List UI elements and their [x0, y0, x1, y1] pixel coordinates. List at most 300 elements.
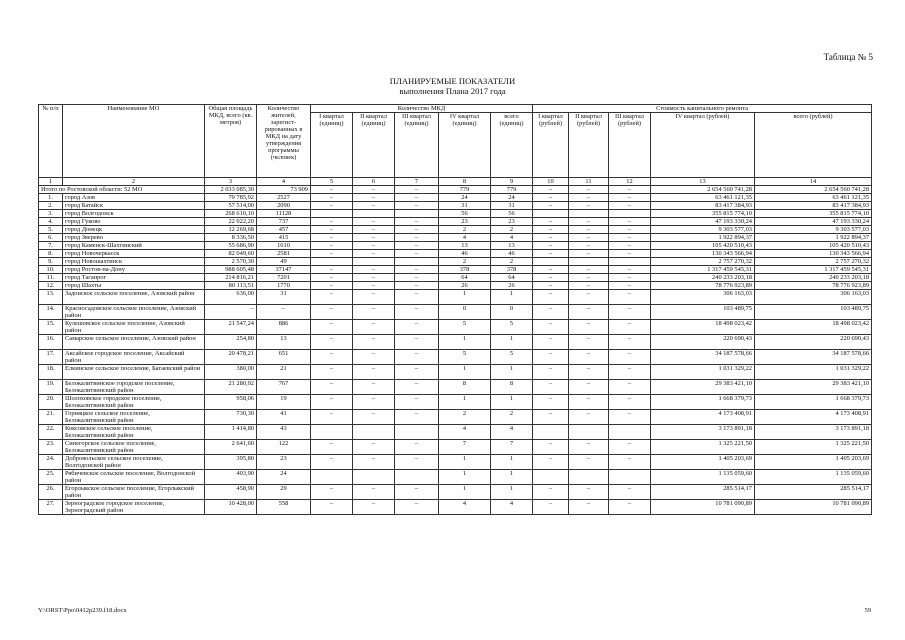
- q1-units-cell: –: [311, 305, 353, 320]
- mo-name: город Гуково: [63, 218, 205, 226]
- total-rub-cell: 1 922 894,37: [755, 234, 872, 242]
- mo-name: Елкинское сельское поселение, Багаевский район: [63, 365, 205, 380]
- q4-units-cell: 4: [439, 500, 491, 515]
- q3-rub-cell: –: [609, 365, 651, 380]
- area-cell: 21 547,24: [205, 320, 257, 335]
- q4-rub-cell: 1 405 203,69: [651, 455, 755, 470]
- q3-rub-cell: [609, 425, 651, 440]
- q2-rub-cell: –: [569, 350, 609, 365]
- q1-rub-cell: [533, 258, 569, 266]
- q1-rub-cell: –: [533, 250, 569, 258]
- q2-units-cell: –: [353, 455, 395, 470]
- row-number: 1.: [39, 194, 63, 202]
- q4-units-cell: 4: [439, 234, 491, 242]
- total-rub-cell: 285 514,17: [755, 485, 872, 500]
- row-number: 2.: [39, 202, 63, 210]
- column-number-cell: 12: [609, 178, 651, 186]
- q2-units-cell: –: [353, 440, 395, 455]
- column-number-row: [39, 178, 872, 186]
- q3-units-cell: –: [395, 194, 439, 202]
- q1-rub-cell: –: [533, 395, 569, 410]
- total-units-cell: 7: [491, 440, 533, 455]
- q4-units-cell: 5: [439, 320, 491, 335]
- indicators-table: [38, 104, 872, 515]
- q3-units-cell: –: [395, 234, 439, 242]
- q2-rub-cell: –: [569, 242, 609, 250]
- q4-units-cell: 1: [439, 485, 491, 500]
- q2-units-cell: –: [353, 250, 395, 258]
- residents-cell: 41: [257, 410, 311, 425]
- total-rub-cell: 2 757 270,32: [755, 258, 872, 266]
- q1-units-cell: –: [311, 350, 353, 365]
- residents-cell: 886: [257, 320, 311, 335]
- q3-units-cell: –: [395, 305, 439, 320]
- q2-rub-cell: –: [569, 440, 609, 455]
- q4-units-cell: 13: [439, 242, 491, 250]
- q4-rub-cell: 34 187 578,66: [651, 350, 755, 365]
- mo-name: Красносадовское сельское поселение, Азовский район: [63, 305, 205, 320]
- q2-units-cell: –: [353, 500, 395, 515]
- total-units-cell: 1: [491, 395, 533, 410]
- q4-rub-cell: 47 193 330,24: [651, 218, 755, 226]
- q4-units-cell: 7: [439, 440, 491, 455]
- table-row: [39, 380, 872, 395]
- row-number: 21.: [39, 410, 63, 425]
- q1-units-cell: –: [311, 335, 353, 350]
- q1-rub-cell: [533, 425, 569, 440]
- total-units-cell: 23: [491, 218, 533, 226]
- total-rub-cell: 4 173 408,91: [755, 410, 872, 425]
- q2-units-cell: –: [353, 305, 395, 320]
- q1-units-cell: –: [311, 202, 353, 210]
- row-number: 8.: [39, 250, 63, 258]
- mo-name: Горняцкое сельское поселение, Белокалитвинский район: [63, 410, 205, 425]
- residents-cell: 11128: [257, 210, 311, 218]
- residents-cell: 415: [257, 234, 311, 242]
- q1-units-cell: –: [311, 380, 353, 395]
- table-row: [39, 365, 872, 380]
- row-number: 10.: [39, 266, 63, 274]
- residents-cell: 737: [257, 218, 311, 226]
- q2-rub-cell: –: [569, 305, 609, 320]
- q1-rub-cell: –: [533, 335, 569, 350]
- q3-units-cell: –: [395, 274, 439, 282]
- row-number: 26.: [39, 485, 63, 500]
- q4-rub-cell: 4 173 408,91: [651, 410, 755, 425]
- q4-rub-cell: 306 163,03: [651, 290, 755, 305]
- q2-rub-cell: –: [569, 218, 609, 226]
- q2-units-cell: [353, 470, 395, 485]
- mo-name: Белокалитвинское городское поселение, Белокалитвинский район: [63, 380, 205, 395]
- total-units-cell: 378: [491, 266, 533, 274]
- q3-units-cell: –: [395, 455, 439, 470]
- q1-rub-cell: –: [533, 242, 569, 250]
- column-number-cell: 14: [755, 178, 872, 186]
- table-row: [39, 250, 872, 258]
- header-residents: Количество жителей, зарегист-рированных в МКД на дату утверждения программы (человек): [257, 105, 311, 178]
- area-cell: 10 428,00: [205, 500, 257, 515]
- column-number-cell: 10: [533, 178, 569, 186]
- q2-rub-cell: –: [569, 320, 609, 335]
- area-cell: 254,80: [205, 335, 257, 350]
- q1-units-cell: –: [311, 250, 353, 258]
- q3-rub-cell: –: [609, 202, 651, 210]
- header-q2-rub: II квартал (рублей): [569, 113, 609, 178]
- total-units-cell: 2: [491, 410, 533, 425]
- area-cell: 214 816,21: [205, 274, 257, 282]
- q4-rub-cell: 9 303 577,03: [651, 226, 755, 234]
- table-row: [39, 395, 872, 410]
- q1-units-cell: –: [311, 218, 353, 226]
- q3-units-cell: –: [395, 282, 439, 290]
- table-number: Таблица № 5: [823, 52, 873, 62]
- q2-rub-cell: –: [569, 380, 609, 395]
- total-units-cell: 1: [491, 470, 533, 485]
- table-row: [39, 226, 872, 234]
- total-rub: 2 654 560 741,28: [755, 186, 872, 194]
- total-residents: 73 909: [257, 186, 311, 194]
- q4-units-cell: 26: [439, 282, 491, 290]
- row-number: 16.: [39, 335, 63, 350]
- table-body: [39, 178, 872, 515]
- residents-cell: 7201: [257, 274, 311, 282]
- area-cell: 988 605,48: [205, 266, 257, 274]
- q1-rub-cell: [533, 210, 569, 218]
- column-number-cell: 8: [439, 178, 491, 186]
- total-units: 779: [491, 186, 533, 194]
- total-row: [39, 186, 872, 194]
- total-rub-cell: 130 343 566,94: [755, 250, 872, 258]
- q3-units-cell: –: [395, 226, 439, 234]
- q2-rub-cell: –: [569, 282, 609, 290]
- total-q1: –: [311, 186, 353, 194]
- q3-rub-cell: –: [609, 455, 651, 470]
- q2-rub-cell: –: [569, 226, 609, 234]
- area-cell: 458,90: [205, 485, 257, 500]
- total-units-cell: 1: [491, 290, 533, 305]
- q1-units-cell: –: [311, 395, 353, 410]
- q1-units-cell: –: [311, 455, 353, 470]
- row-number: 15.: [39, 320, 63, 335]
- total-rub-cell: 1 031 329,22: [755, 365, 872, 380]
- area-cell: 636,00: [205, 290, 257, 305]
- area-cell: 730,30: [205, 410, 257, 425]
- total-units-cell: 5: [491, 320, 533, 335]
- q1-units-cell: –: [311, 500, 353, 515]
- q1-units-cell: –: [311, 320, 353, 335]
- table-row: [39, 242, 872, 250]
- row-number: 9.: [39, 258, 63, 266]
- total-units-cell: 8: [491, 380, 533, 395]
- row-number: 13.: [39, 290, 63, 305]
- residents-cell: 2581: [257, 250, 311, 258]
- q1-rub-cell: –: [533, 226, 569, 234]
- q1-units-cell: [311, 210, 353, 218]
- total-area: 2 033 085,30: [205, 186, 257, 194]
- residents-cell: 24: [257, 470, 311, 485]
- q2-units-cell: –: [353, 266, 395, 274]
- table-row: [39, 274, 872, 282]
- q1-rub-cell: –: [533, 194, 569, 202]
- area-cell: 12 269,68: [205, 226, 257, 234]
- area-cell: 82 049,60: [205, 250, 257, 258]
- table-row: [39, 500, 872, 515]
- total-rub-cell: 306 163,03: [755, 290, 872, 305]
- q2-units-cell: –: [353, 218, 395, 226]
- q3-units-cell: –: [395, 440, 439, 455]
- total-units-cell: 4: [491, 425, 533, 440]
- residents-cell: 2090: [257, 202, 311, 210]
- total-rub-cell: 78 776 923,89: [755, 282, 872, 290]
- area-cell: 2 641,60: [205, 440, 257, 455]
- total-rub-cell: 105 420 510,43: [755, 242, 872, 250]
- q1-rub-cell: –: [533, 365, 569, 380]
- mo-name: Шолоховское городское поселение, Белокалитвинский район: [63, 395, 205, 410]
- q4-rub-cell: 1 922 894,37: [651, 234, 755, 242]
- header-num: № п/п: [39, 105, 63, 178]
- row-number: 11.: [39, 274, 63, 282]
- mo-name: Рябичевское сельское поселение, Волгодонской район: [63, 470, 205, 485]
- q1-units-cell: –: [311, 242, 353, 250]
- mo-name: Егорлыкское сельское поселение, Егорлыкский район: [63, 485, 205, 500]
- q4-rub-cell: 78 776 923,89: [651, 282, 755, 290]
- q1-rub-cell: –: [533, 218, 569, 226]
- q4-rub-cell: 3 173 891,18: [651, 425, 755, 440]
- header-total-rub: всего (рублей): [755, 113, 872, 178]
- q1-rub-cell: –: [533, 202, 569, 210]
- row-number: 25.: [39, 470, 63, 485]
- total-q3: –: [395, 186, 439, 194]
- column-number-cell: 13: [651, 178, 755, 186]
- q2-units-cell: –: [353, 234, 395, 242]
- row-number: 20.: [39, 395, 63, 410]
- row-number: 6.: [39, 234, 63, 242]
- q1-rub-cell: –: [533, 380, 569, 395]
- q2-units-cell: –: [353, 194, 395, 202]
- q2-rub-cell: –: [569, 500, 609, 515]
- column-number-cell: 3: [205, 178, 257, 186]
- q2-rub-cell: –: [569, 234, 609, 242]
- table-row: [39, 410, 872, 425]
- header-mkd-group: Количество МКД: [311, 105, 533, 113]
- q2-units-cell: –: [353, 226, 395, 234]
- q1-rub-cell: –: [533, 320, 569, 335]
- total-rub-cell: 47 193 330,24: [755, 218, 872, 226]
- mo-name: город Таганрог: [63, 274, 205, 282]
- q3-rub-cell: –: [609, 282, 651, 290]
- mo-name: город Зверево: [63, 234, 205, 242]
- q4-units-cell: 1: [439, 335, 491, 350]
- q4-units-cell: 23: [439, 218, 491, 226]
- mo-name: город Шахты: [63, 282, 205, 290]
- total-rub-cell: 1 405 203,69: [755, 455, 872, 470]
- q3-rub-cell: –: [609, 335, 651, 350]
- q4-rub-cell: 83 417 384,93: [651, 202, 755, 210]
- doc-subtitle: выполнения Плана 2017 года: [399, 86, 506, 96]
- q2-rub-cell: –: [569, 365, 609, 380]
- q4-rub-cell: 220 690,43: [651, 335, 755, 350]
- q3-units-cell: –: [395, 320, 439, 335]
- q3-units-cell: –: [395, 335, 439, 350]
- q3-rub-cell: –: [609, 485, 651, 500]
- mo-name: Синегорское сельское поселение, Белокалитвинский район: [63, 440, 205, 455]
- table-row: [39, 234, 872, 242]
- row-number: 24.: [39, 455, 63, 470]
- total-units-cell: 46: [491, 250, 533, 258]
- total-q4-rub: 2 654 560 741,28: [651, 186, 755, 194]
- area-cell: 268 610,10: [205, 210, 257, 218]
- q1-units-cell: [311, 470, 353, 485]
- q1-units-cell: –: [311, 266, 353, 274]
- table-row: [39, 335, 872, 350]
- residents-cell: 558: [257, 500, 311, 515]
- q3-units-cell: –: [395, 250, 439, 258]
- residents-cell: 1610: [257, 242, 311, 250]
- q1-units-cell: –: [311, 365, 353, 380]
- q3-rub-cell: –: [609, 350, 651, 365]
- header-q4-units: IV квартал (единиц): [439, 113, 491, 178]
- q2-units-cell: [353, 258, 395, 266]
- q3-units-cell: –: [395, 350, 439, 365]
- q2-rub-cell: –: [569, 194, 609, 202]
- q4-rub-cell: 18 498 023,42: [651, 320, 755, 335]
- table-row: [39, 218, 872, 226]
- residents-cell: 651: [257, 350, 311, 365]
- column-number-cell: 5: [311, 178, 353, 186]
- doc-title: ПЛАНИРУЕМЫЕ ПОКАЗАТЕЛИ: [389, 76, 516, 86]
- table-row: [39, 194, 872, 202]
- q3-units-cell: –: [395, 485, 439, 500]
- total-units-cell: 1: [491, 455, 533, 470]
- residents-cell: 21: [257, 365, 311, 380]
- residents-cell: 23: [257, 455, 311, 470]
- q4-units-cell: 4: [439, 425, 491, 440]
- q4-rub-cell: 130 343 566,94: [651, 250, 755, 258]
- row-number: 17.: [39, 350, 63, 365]
- header-q4-rub: IV квартал (рублей): [651, 113, 755, 178]
- residents-cell: 31: [257, 290, 311, 305]
- q4-rub-cell: 1 325 221,50: [651, 440, 755, 455]
- total-rub-cell: 355 815 774,10: [755, 210, 872, 218]
- q4-units-cell: 1: [439, 455, 491, 470]
- q4-rub-cell: 1 031 329,22: [651, 365, 755, 380]
- header-q1-units: I квартал (единиц): [311, 113, 353, 178]
- q4-rub-cell: 285 514,17: [651, 485, 755, 500]
- q4-rub-cell: 1 135 059,60: [651, 470, 755, 485]
- header-name: Наименование МО: [63, 105, 205, 178]
- q3-rub-cell: –: [609, 395, 651, 410]
- row-number: 27.: [39, 500, 63, 515]
- residents-cell: 767: [257, 380, 311, 395]
- q4-units-cell: 2: [439, 258, 491, 266]
- total-rub-cell: 3 173 891,18: [755, 425, 872, 440]
- q2-units-cell: –: [353, 242, 395, 250]
- q4-rub-cell: 29 383 421,10: [651, 380, 755, 395]
- mo-name: город Азов: [63, 194, 205, 202]
- area-cell: 80 113,51: [205, 282, 257, 290]
- row-number: 23.: [39, 440, 63, 455]
- total-units-cell: 56: [491, 210, 533, 218]
- q4-units-cell: 24: [439, 194, 491, 202]
- q4-rub-cell: 355 815 774,10: [651, 210, 755, 218]
- q4-rub-cell: 1 317 459 545,31: [651, 266, 755, 274]
- column-number-cell: 6: [353, 178, 395, 186]
- mo-name: Самарское сельское поселение, Азовский район: [63, 335, 205, 350]
- q3-rub-cell: –: [609, 194, 651, 202]
- total-q3-rub: –: [609, 186, 651, 194]
- table-row: [39, 320, 872, 335]
- q4-units-cell: 1: [439, 470, 491, 485]
- total-units-cell: 4: [491, 234, 533, 242]
- table-row: [39, 350, 872, 365]
- q1-rub-cell: –: [533, 290, 569, 305]
- mo-name: город Ростов-на-Дону: [63, 266, 205, 274]
- q1-rub-cell: –: [533, 350, 569, 365]
- total-q4: 779: [439, 186, 491, 194]
- q4-units-cell: 46: [439, 250, 491, 258]
- total-units-cell: 24: [491, 194, 533, 202]
- q2-rub-cell: –: [569, 395, 609, 410]
- residents-cell: 49: [257, 258, 311, 266]
- q2-units-cell: –: [353, 410, 395, 425]
- total-units-cell: 26: [491, 282, 533, 290]
- area-cell: 20 478,21: [205, 350, 257, 365]
- q1-units-cell: [311, 258, 353, 266]
- table-row: [39, 266, 872, 274]
- q2-rub-cell: [569, 210, 609, 218]
- q2-rub-cell: [569, 258, 609, 266]
- area-cell: 21 280,92: [205, 380, 257, 395]
- mo-name: город Волгодонск: [63, 210, 205, 218]
- q4-units-cell: 1: [439, 395, 491, 410]
- footer-path: Y:\ORST\Ppo\0412p239.f18.docx: [38, 607, 127, 614]
- q4-units-cell: 31: [439, 202, 491, 210]
- q4-units-cell: 1: [439, 290, 491, 305]
- q2-units-cell: –: [353, 365, 395, 380]
- q3-rub-cell: –: [609, 274, 651, 282]
- column-number-cell: 4: [257, 178, 311, 186]
- q4-units-cell: 64: [439, 274, 491, 282]
- q3-rub-cell: –: [609, 218, 651, 226]
- residents-cell: 37147: [257, 266, 311, 274]
- q3-rub-cell: –: [609, 226, 651, 234]
- total-q1-rub: –: [533, 186, 569, 194]
- q3-units-cell: [395, 258, 439, 266]
- q3-units-cell: –: [395, 380, 439, 395]
- total-rub-cell: 1 135 059,60: [755, 470, 872, 485]
- total-rub-cell: 220 690,43: [755, 335, 872, 350]
- area-cell: 403,90: [205, 470, 257, 485]
- table-row: [39, 290, 872, 305]
- q1-rub-cell: –: [533, 485, 569, 500]
- residents-cell: 2527: [257, 194, 311, 202]
- header-q2-units: II квартал (единиц): [353, 113, 395, 178]
- total-rub-cell: 1 325 221,50: [755, 440, 872, 455]
- total-units-cell: 1: [491, 485, 533, 500]
- total-units-cell: 31: [491, 202, 533, 210]
- q1-units-cell: –: [311, 274, 353, 282]
- q2-rub-cell: [569, 470, 609, 485]
- q4-rub-cell: 10 781 090,89: [651, 500, 755, 515]
- q2-units-cell: –: [353, 395, 395, 410]
- q4-rub-cell: 63 461 121,35: [651, 194, 755, 202]
- total-q2: –: [353, 186, 395, 194]
- q3-rub-cell: –: [609, 320, 651, 335]
- mo-name: Кулешовское сельское поселение, Азовский район: [63, 320, 205, 335]
- q1-rub-cell: –: [533, 440, 569, 455]
- mo-name: город Новошахтинск: [63, 258, 205, 266]
- total-units-cell: 4: [491, 500, 533, 515]
